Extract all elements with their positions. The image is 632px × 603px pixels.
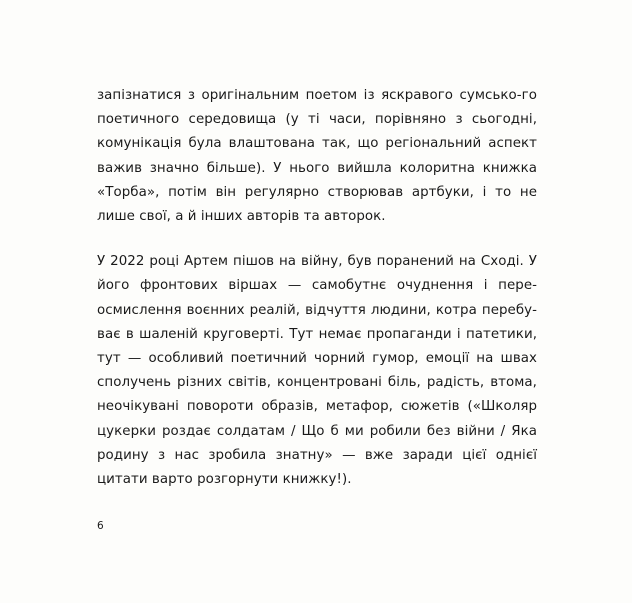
body-text-column — [97, 84, 537, 492]
page-number: 6 — [97, 520, 104, 532]
paragraph-2: У 2022 році Артем пішов на війну, був поранений на Сході. У його фронтових віршах — самобутнє очуднення і пере-осмислення воєнних реалій, відчуття людини, котра перебу-ває в шаленій круговерті. Тут немає пропаганди і патетики, тут — особливий поетичний чорний гумор, емоції на швах сполучень різних світів, концентровані біль, радість, втома, неочікувані повороти образів, метафор, сюжетів («Школяр цукерки роздає солдатам / Що б ми робили без війни / Яка родину з нас зробила знатну» — вже заради цієї однієї цитати варто розгорнути книжку!). — [97, 254, 537, 488]
paragraph-1: запізнатися з оригінальним поетом із яскравого сумсько-го поетичного середовища (у ті часи, порівняно з сьогодні, комунікація була влаштована так, що регіональний аспект важив значно більше). У нього вийшла колоритна книжка «Торба», потім він регулярно створював артбуки, і то не лише свої, а й інших авторів та авторок. — [97, 88, 537, 225]
